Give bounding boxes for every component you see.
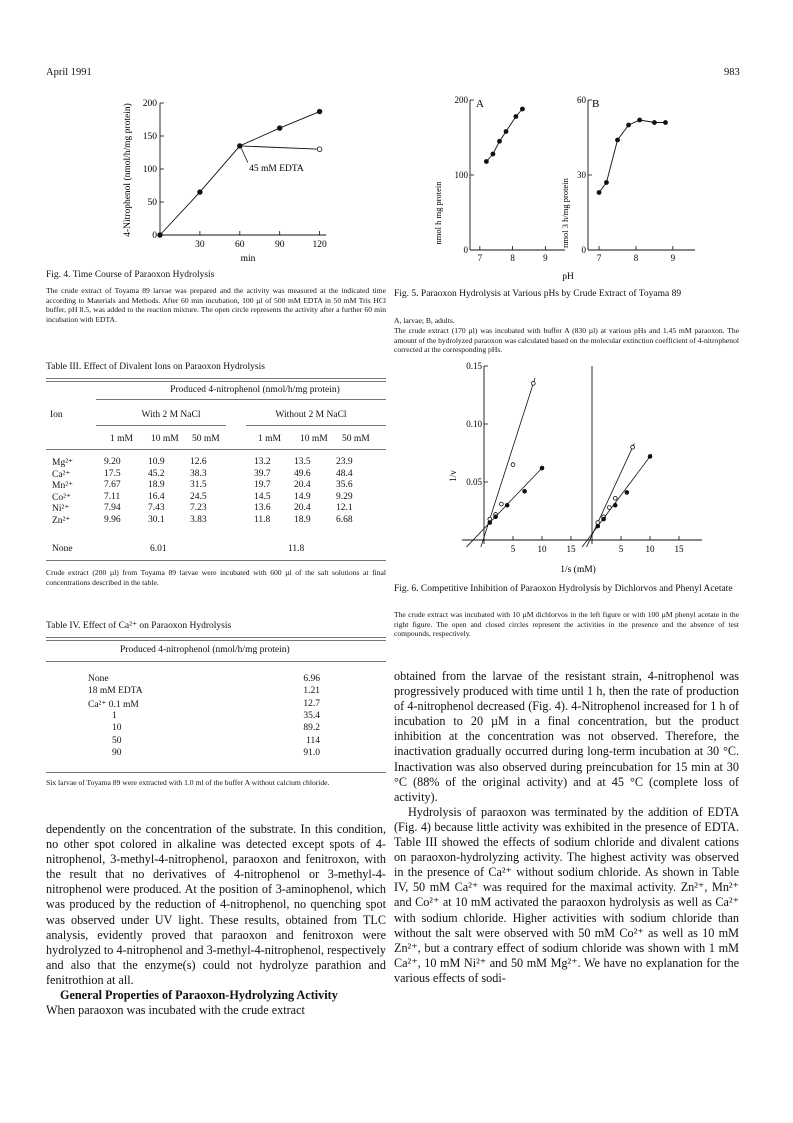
fig6-chart (440, 358, 720, 580)
table3-value-cell: 31.5 (190, 480, 207, 491)
table3-none-with: 6.01 (150, 544, 167, 554)
table3-subheader-cell: 10 mM (300, 434, 328, 444)
table3-value-cell: 7.94 (104, 503, 121, 514)
fig4-point (317, 109, 322, 114)
table3-value-cell: 7.67 (104, 480, 121, 491)
table3-ion-cell: Mn²⁺ (52, 481, 74, 492)
fig4-annotation: 45 mM EDTA (249, 163, 304, 174)
section-heading: General Properties of Paraoxon-Hydrolyzing Activity (60, 988, 338, 1003)
table3-subheader-cell: 1 mM (258, 434, 281, 444)
table3-value-cell: 13.6 (254, 503, 271, 514)
fig4-ylabel: 4-Nitrophenol (nmol/h/mg protein) (123, 103, 133, 237)
fig4-xtick-label: 60 (235, 240, 245, 250)
table3-value-cell: 20.4 (294, 480, 311, 491)
fig6-point (488, 521, 492, 525)
table4-label-cell: None (88, 674, 109, 684)
table4-title: Table IV. Effect of Ca²⁺ on Paraoxon Hydrolysis (46, 621, 232, 631)
table3-value-cell: 9.96 (104, 515, 121, 525)
fig5-panel-b: B (592, 98, 600, 110)
fig6-xtick-label: 15 (566, 544, 576, 554)
fig5-point-a (497, 139, 501, 143)
table3-value-cell: 19.7 (254, 480, 271, 491)
fig5-ytick-label: 0 (581, 245, 586, 255)
table3-value-cell: 9.29 (336, 491, 353, 502)
fig5-point-a (491, 152, 495, 156)
table3-subheader-cell: 50 mM (192, 434, 220, 444)
fig5-point-a (514, 115, 518, 119)
table4-footnote: Six larvae of Toyama 89 were extracted with 1.0 ml of the buffer A without calcium chloride. (46, 778, 330, 787)
fig6-point (505, 503, 509, 507)
fig6-xlabel: 1/s (mM) (560, 565, 596, 575)
fig4-caption-title: Fig. 4. Time Course of Paraoxon Hydrolysis (46, 270, 215, 280)
table4-label-cell: Ca²⁺ 0.1 mM (88, 699, 139, 710)
table3-value-cell: 7.11 (104, 491, 121, 502)
table3-none-label: None (52, 544, 73, 554)
fig5-ytick-label: 30 (577, 170, 586, 180)
table3-value-cell: 49.6 (294, 468, 311, 479)
table3-subheader-cell: 1 mM (110, 434, 133, 444)
table3-none-without: 11.8 (288, 544, 305, 554)
fig5-ytick-label: 200 (454, 95, 468, 105)
table3-value-cell: 38.3 (190, 468, 207, 479)
fig6-xtick-label: 5 (510, 544, 516, 554)
fig5-xtick-label: 9 (543, 253, 548, 263)
right-paragraph-1: obtained from the larvae of the resistant strain, 4-nitrophenol was progressively produced with time until 1 h, then the rate of production of 4-nitrophenol decreased (Fig. 4). 4-Nitrophenol increased for 1 h of incubation to 20 µM in a final concentration, but the product inhibition at the concentration was not observed. Therefore, the inactivation gradually occurred during long-term incubation at 30 °C. Inactivation was also observed during preincubation for 15 min at 30 °C (88% of the original activity) and at 45 °C (complete loss of activity). (394, 669, 739, 804)
fig6-ytick-label: 0.05 (466, 477, 482, 487)
table3-value-cell: 35.6 (336, 480, 353, 491)
page-number: 983 (724, 67, 740, 78)
fig5-xtick-label: 7 (596, 253, 602, 263)
fig5-ytick-label: 60 (577, 95, 586, 105)
fig5-ytick-label: 100 (454, 170, 468, 180)
table3-value-cell: 6.68 (336, 515, 353, 525)
table4-value-cell: 6.96 (303, 674, 320, 684)
fig5-point-b (604, 181, 608, 185)
table3-title: Table III. Effect of Divalent Ions on Paraoxon Hydrolysis (46, 362, 265, 372)
table3-value-cell: 23.9 (336, 457, 353, 467)
table4-label-cell: 10 (112, 723, 122, 734)
fig6-point (613, 503, 617, 507)
table3-ion-cell: Co²⁺ (52, 492, 71, 503)
left-column-text (46, 822, 386, 1018)
fig6-xtick-label: 10 (645, 544, 655, 554)
table3-value-cell: 12.1 (336, 503, 353, 514)
fig6-caption-title: Fig. 6. Competitive Inhibition of Paraoxon Hydrolysis by Dichlorvos and Phenyl Acetate (394, 584, 733, 594)
fig5-caption-sub: A, larvae; B, adults. (394, 316, 455, 325)
table4-label-cell: 18 mM EDTA (88, 686, 143, 697)
table4-label-cell: 50 (112, 735, 122, 746)
fig5-point-a (484, 160, 488, 164)
fig4-xtick-label: 90 (274, 240, 285, 250)
table3-value-cell: 7.23 (190, 503, 207, 514)
fig4-point (198, 190, 203, 195)
fig5-point-b (597, 191, 601, 195)
table3-value-cell: 3.83 (190, 515, 207, 525)
table3-ion-cell: Mg²⁺ (52, 458, 74, 468)
table3-value-cell: 18.9 (148, 480, 165, 491)
fig4-point (317, 147, 322, 152)
table3-value-cell: 18.9 (294, 515, 311, 525)
fig6-point (500, 502, 504, 506)
table3-value-cell: 16.4 (148, 491, 165, 502)
table3-value-cell: 10.9 (148, 457, 165, 467)
fig6-point (523, 489, 527, 493)
fig5-point-b (663, 121, 667, 125)
fig6-ylabel: 1/v (448, 470, 458, 482)
right-column-text (394, 669, 739, 986)
fig4-series-line (240, 146, 320, 149)
fig6-regression-line (582, 454, 652, 547)
table3-col-with: With 2 M NaCl (141, 410, 201, 420)
table3-value-cell: 20.4 (294, 503, 311, 514)
fig4-ytick-label: 100 (142, 165, 157, 175)
table3-subheader-cell: 50 mM (342, 434, 370, 444)
right-paragraph-2: Hydrolysis of paraoxon was terminated by the addition of EDTA (Fig. 4) because little activity was exhibited in the presence of EDTA. Table III showed the effects of sodium chloride and divalent cations on paraoxon-hydrolyzing activity. The highest activity was observed in the presence of Ca²⁺ without sodium chloride. As shown in Table IV, 50 mM Ca²⁺ was required for the maximal activity. Zn²⁺, Mn²⁺ and Co²⁺ at 10 mM activated the paraoxon hydrolysis as well as Ca²⁺ with sodium chloride. Higher activities with sodium chloride than without the salt were observed with 50 mM Co²⁺ as well as 10 mM Zn²⁺, but a contrary effect of sodium chloride was shown with 1 mM Ca²⁺, 10 mM Ni²⁺ and 50 mM Mg²⁺. We have no explanation for the various effects of sodi- (394, 804, 739, 985)
fig6-point (596, 524, 600, 528)
fig6-point (648, 455, 652, 459)
fig6-xtick-label: 10 (537, 544, 547, 554)
fig5-point-b (638, 118, 642, 122)
fig5-point-b (616, 138, 620, 142)
fig4-ytick-label: 0 (152, 231, 157, 241)
fig4-xtick-label: 120 (312, 240, 327, 250)
table3-col-without: Without 2 M NaCl (275, 410, 347, 420)
table3-value-cell: 14.9 (294, 491, 311, 502)
fig5-xtick-label: 8 (633, 253, 639, 263)
fig4-point (277, 126, 282, 131)
table3-footnote: Crude extract (200 µl) from Toyama 89 larvae were incubated with 600 µl of the salt solutions at final concentrations described in the table. (46, 568, 386, 587)
fig4-xtick-label: 30 (195, 240, 205, 250)
fig6-point (613, 496, 617, 500)
table4-value-cell: 114 (306, 735, 320, 746)
fig6-ytick-label: 0.15 (466, 361, 482, 371)
table3-value-cell: 14.5 (254, 491, 271, 502)
table3-subheader-cell: 10 mM (151, 434, 179, 444)
table3-ion-cell: Ni²⁺ (52, 504, 70, 515)
fig5-point-b (652, 121, 656, 125)
table4-label-cell: 90 (112, 747, 122, 758)
fig5-ylabel-a: nmol h mg protein (433, 181, 443, 245)
fig5-xtick-label: 7 (477, 253, 483, 263)
fig5-xtick-label: 9 (670, 253, 676, 263)
table3-value-cell: 30.1 (148, 515, 165, 525)
fig4-chart (100, 85, 340, 267)
fig6-xtick-label: 5 (618, 544, 624, 554)
fig5-xlabel: pH (562, 272, 574, 282)
fig6-point (631, 445, 635, 449)
table3-value-cell: 45.2 (148, 468, 165, 479)
fig5-point-a (504, 130, 508, 134)
fig4-caption-body: The crude extract of Toyama 89 larvae was prepared and the activity was measured at the indicated time according to Materials and Methods. After 60 min incubation, 100 µl of 500 mM EDTA in 50 mM Tris HCl buffer, pH 8.5, was added to the reaction mixture. The open circle represents the activity after a further 60 min incubation with EDTA. (46, 286, 386, 324)
table3-value-cell: 24.5 (190, 491, 207, 502)
fig4-xlabel: min (240, 254, 256, 264)
table3-value-cell: 39.7 (254, 468, 271, 479)
fig5-ylabel-b: nmol 3 h/mg protein (560, 178, 570, 248)
table3-ion-cell: Zn²⁺ (52, 516, 71, 526)
table3-value-cell: 48.4 (336, 468, 353, 479)
fig5-point-a (520, 107, 524, 111)
table3-value-cell: 13.5 (294, 457, 311, 467)
fig5-caption-body: The crude extract (170 µl) was incubated with buffer A (830 µl) at various pHs and 1.45 mM paraoxon. The amount of the hydrolyzed paraoxon was calculated based on the molecular extinction coefficient of 4-nitrophenol corrected at the corresponding pHs. (394, 326, 739, 355)
table3-subheader-row (96, 434, 386, 446)
table3-ion-cell: Ca²⁺ (52, 469, 71, 480)
fig5-panel-a: A (476, 98, 484, 110)
table3-group-header: Produced 4-nitrophenol (nmol/h/mg protein) (170, 385, 340, 395)
fig6-ytick-label: 0.10 (466, 419, 482, 429)
table3-value-cell: 12.6 (190, 457, 207, 467)
fig5-xtick-label: 8 (510, 253, 515, 263)
fig4-point (158, 233, 163, 238)
table4-label-cell: 1 (112, 710, 117, 721)
fig4-ytick-label: 150 (142, 132, 157, 142)
table3-col-ion: Ion (50, 410, 63, 420)
fig5-ytick-label: 0 (463, 245, 468, 255)
fig5-chart (420, 88, 740, 284)
table4-value-cell: 91.0 (303, 747, 320, 758)
table4-value-cell: 1.21 (303, 686, 320, 697)
table4-value-cell: 89.2 (303, 723, 320, 734)
table3-value-cell: 9.20 (104, 457, 121, 467)
fig5-point-b (627, 123, 631, 127)
fig4-ytick-label: 200 (142, 99, 157, 109)
fig5-caption-title: Fig. 5. Paraoxon Hydrolysis at Various pHs by Crude Extract of Toyama 89 (394, 289, 682, 299)
fig6-point (494, 515, 498, 519)
fig4-ytick-label: 50 (147, 198, 157, 208)
fig6-point (540, 466, 544, 470)
fig6-caption-body: The crude extract was incubated with 10 µM dichlorvos in the left figure or with 100 µM phenyl acetate in the right figure. The open and closed circles represent the activities in the presence and the absence of test compounds, respectively. (394, 610, 739, 639)
table4-value-cell: 35.4 (303, 710, 320, 721)
fig6-point (531, 382, 535, 386)
running-header-left: April 1991 (46, 67, 92, 78)
table3-value-cell: 11.8 (254, 515, 271, 525)
table3-value-cell: 17.5 (104, 468, 121, 479)
table4-value-cell: 12.7 (303, 698, 320, 709)
fig4-annotation-arrow (241, 148, 248, 163)
table3-value-cell: 7.43 (148, 503, 165, 514)
table4-header: Produced 4-nitrophenol (nmol/h/mg protein) (120, 645, 290, 655)
table3-value-cell: 13.2 (254, 457, 271, 467)
fig6-xtick-label: 15 (674, 544, 684, 554)
fig6-point (625, 491, 629, 495)
fig6-point (511, 463, 515, 467)
left-paragraph-2: When paraoxon was incubated with the crude extract (46, 1003, 305, 1018)
left-paragraph-1: dependently on the concentration of the substrate. In this condition, no other spot colored in alkaline was detected except spots of 4-nitrophenol, 3-methyl-4-nitrophenol, paraoxon and fenitroxon, with the result that no derivatives of 4-nitrophenol or 3-methyl-4-nitrophenol were produced. At the position of 3-aminophenol, which was produced by the reduction of 4-nitrophenol, no quenching spot was observed under UV light. These results, obtained from TLC analysis, evidently proved that paraoxon and fenitroxon were hydrolyzed to 4-nitrophenol and 3-methyl-4-nitrophenol, respectively and also that the enzyme(s) could not hydrolyze parathion and fenitrothion at all. (46, 822, 386, 987)
fig5-series-line-b (599, 120, 665, 193)
fig6-point (602, 517, 606, 521)
